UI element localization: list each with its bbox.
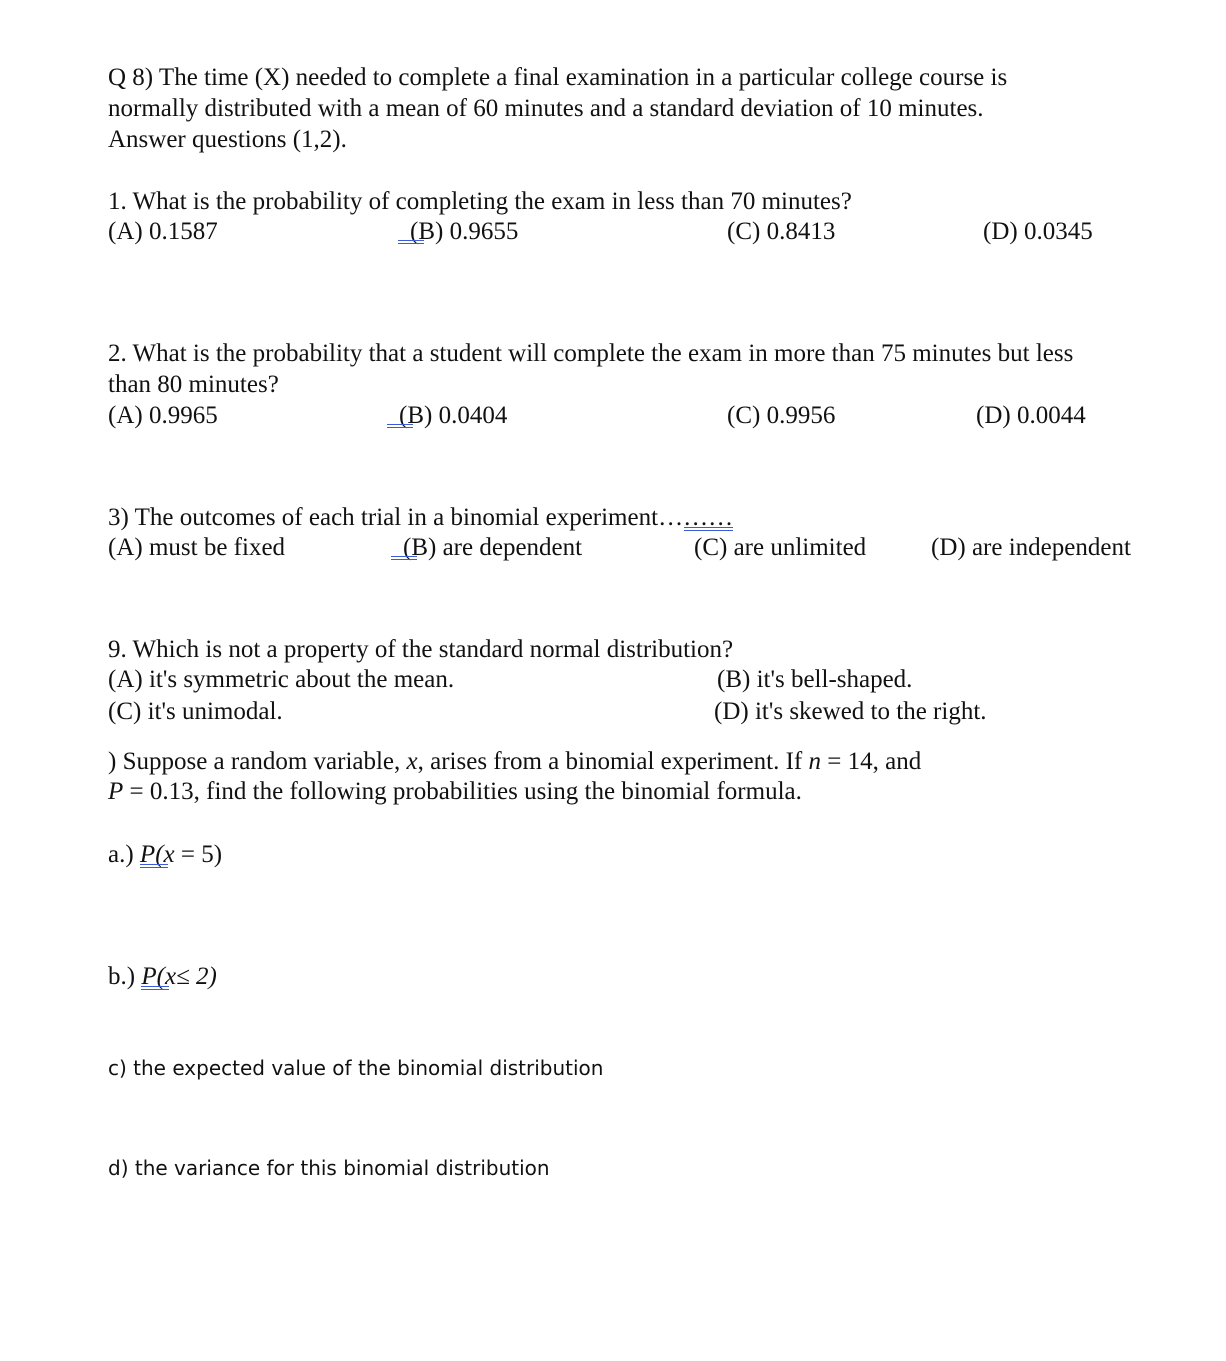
binomial-part-d: d) the variance for this binomial distribution	[108, 1156, 550, 1180]
q3-option-a: (A) must be fixed	[108, 534, 286, 561]
binomial-line-2	[108, 776, 802, 807]
q2-line-2: than 80 minutes?	[108, 371, 279, 398]
q2-line-1: 2. What is the probability that a student will complete the exam in more than 75 minutes but less	[108, 340, 1074, 367]
q2-option-a: (A) 0.9965	[108, 402, 218, 429]
q3-question-text: 3) The outcomes of each trial in a binomial experiment	[108, 504, 659, 531]
binomial-var-n: n	[808, 748, 821, 775]
binomial-part-c: c) the expected value of the binomial distribution	[108, 1056, 604, 1080]
binomial-part-a	[108, 839, 222, 870]
q3-question-dots: ………	[658, 504, 734, 531]
q9-option-b: (B) it's bell-shaped.	[717, 666, 913, 693]
q1-option-a: (A) 0.1587	[108, 218, 218, 245]
q3-question	[108, 502, 733, 533]
q2-option-b-text: (B) 0.0404	[399, 402, 508, 429]
binomial-line-1-a: ) Suppose a random variable,	[108, 748, 407, 775]
q9-option-c: (C) it's unimodal.	[108, 698, 283, 725]
part-b-label: b.)	[108, 963, 142, 990]
q3-option-d: (D) are independent	[931, 534, 1131, 561]
part-a-x: x	[163, 841, 175, 868]
binomial-line-1-c: = 14, and	[821, 748, 922, 775]
part-b-rest: ≤ 2)	[176, 963, 217, 990]
part-a-p	[140, 839, 175, 870]
q8-line-3: Answer questions (1,2).	[108, 126, 347, 153]
binomial-line-1-b: , arises from a binomial experiment. If	[417, 748, 809, 775]
q1-option-d: (D) 0.0345	[983, 218, 1093, 245]
q1-option-b-text: (B) 0.9655	[410, 218, 519, 245]
q3-option-b	[403, 532, 582, 563]
part-b-x: x	[164, 963, 177, 990]
binomial-part-b	[108, 961, 217, 992]
binomial-var-x: x	[406, 748, 418, 775]
q8-line-2: normally distributed with a mean of 60 minutes and a standard deviation of 10 minutes.	[108, 95, 984, 122]
q1-option-b	[410, 216, 518, 247]
part-a-label: a.)	[108, 841, 140, 868]
binomial-line-2-b: = 0.13, find the following probabilities using the binomial formula.	[123, 778, 802, 805]
part-b-p-symbol: P(	[141, 963, 165, 990]
binomial-var-p: P	[108, 778, 124, 805]
q2-option-b	[399, 400, 507, 431]
q9-question: 9. Which is not a property of the standard normal distribution?	[108, 636, 734, 663]
binomial-line-1	[108, 746, 921, 777]
q2-option-c: (C) 0.9956	[727, 402, 836, 429]
q3-option-c: (C) are unlimited	[694, 534, 867, 561]
q1-option-c: (C) 0.8413	[727, 218, 836, 245]
q8-line-1: Q 8) The time (X) needed to complete a final examination in a particular college course is	[108, 64, 1008, 91]
q9-option-d: (D) it's skewed to the right.	[714, 698, 987, 725]
q9-option-a: (A) it's symmetric about the mean.	[108, 666, 455, 693]
part-b-p	[141, 961, 176, 992]
q2-option-d: (D) 0.0044	[976, 402, 1086, 429]
q3-option-b-text: (B) are dependent	[403, 534, 583, 561]
part-a-p-symbol: P(	[139, 841, 164, 868]
q1-question: 1. What is the probability of completing the exam in less than 70 minutes?	[108, 188, 852, 215]
part-a-rest: = 5)	[174, 841, 223, 868]
